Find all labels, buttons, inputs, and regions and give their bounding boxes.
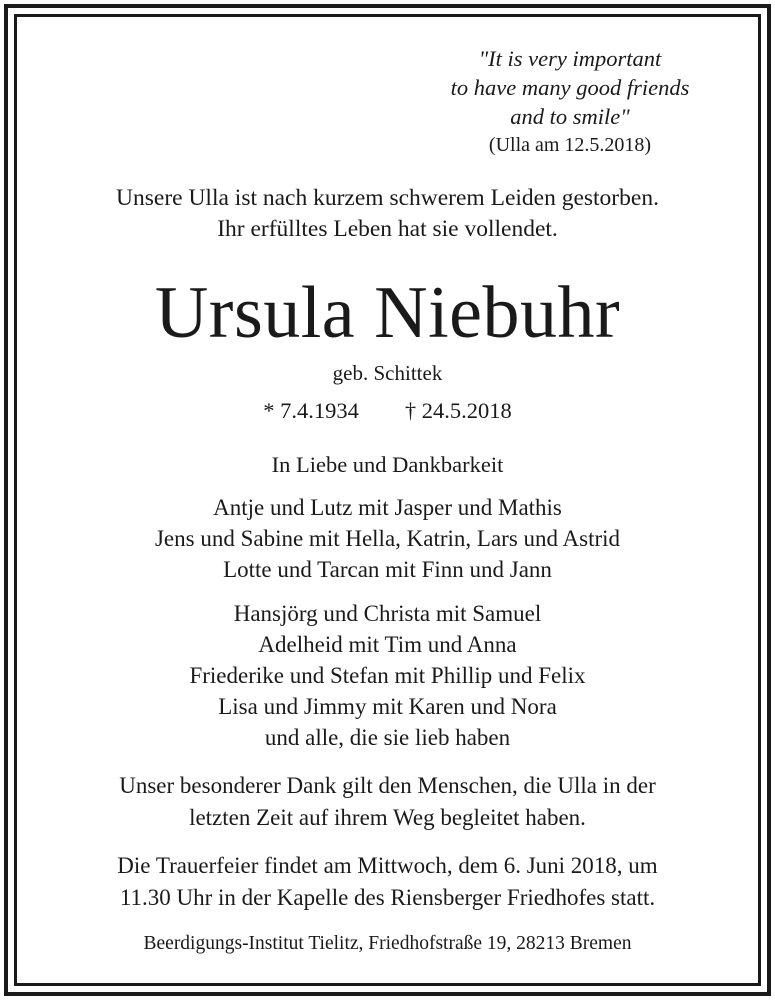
thanks-line: letzten Zeit auf ihrem Weg begleitet haben. — [189, 805, 586, 830]
family-line: Lisa und Jimmy mit Karen und Nora — [218, 694, 557, 719]
motto-line: and to smile" — [510, 104, 630, 129]
family-line: Lotte und Tarcan mit Finn und Jann — [223, 557, 552, 582]
family-group-2 — [0, 598, 775, 753]
family-line: Antje und Lutz mit Jasper und Mathis — [213, 495, 562, 520]
deceased-name: Ursula Niebuhr — [154, 272, 621, 354]
motto-source: (Ulla am 12.5.2018) — [488, 134, 652, 156]
family-group-1 — [0, 492, 775, 585]
funeral-service-text — [0, 850, 775, 914]
thanks-line: Unser besonderer Dank gilt den Menschen, die Ulla in der — [119, 773, 656, 798]
maiden-name: geb. Schittek — [332, 361, 443, 385]
intro-line: Unsere Ulla ist nach kurzem schwerem Leiden gestorben. — [116, 185, 659, 211]
undertaker-info: Beerdigungs-Institut Tielitz, Friedhofstraße 19, 28213 Bremen — [143, 933, 632, 954]
family-line: und alle, die sie lieb haben — [264, 725, 511, 750]
family-line: Friederike und Stefan mit Phillip und Felix — [189, 663, 586, 688]
family-line: Adelheid mit Tim und Anna — [258, 632, 517, 657]
intro-text — [0, 183, 775, 245]
service-line: 11.30 Uhr in der Kapelle des Riensberger Friedhofes statt. — [119, 885, 656, 910]
motto-line: to have many good friends — [450, 75, 690, 100]
death-date: † 24.5.2018 — [404, 398, 512, 423]
motto-line: "It is very important — [478, 46, 662, 71]
closing-phrase: In Liebe und Dankbarkeit — [271, 452, 504, 477]
motto-quote — [420, 44, 720, 131]
life-dates — [0, 396, 775, 426]
thanks-text — [0, 770, 775, 834]
family-line: Hansjörg und Christa mit Samuel — [233, 601, 542, 626]
intro-line: Ihr erfülltes Leben hat sie vollendet. — [217, 216, 558, 242]
birth-date: * 7.4.1934 — [263, 398, 359, 423]
service-line: Die Trauerfeier findet am Mittwoch, dem 6. Juni 2018, um — [117, 853, 658, 878]
family-line: Jens und Sabine mit Hella, Katrin, Lars und Astrid — [154, 526, 621, 551]
